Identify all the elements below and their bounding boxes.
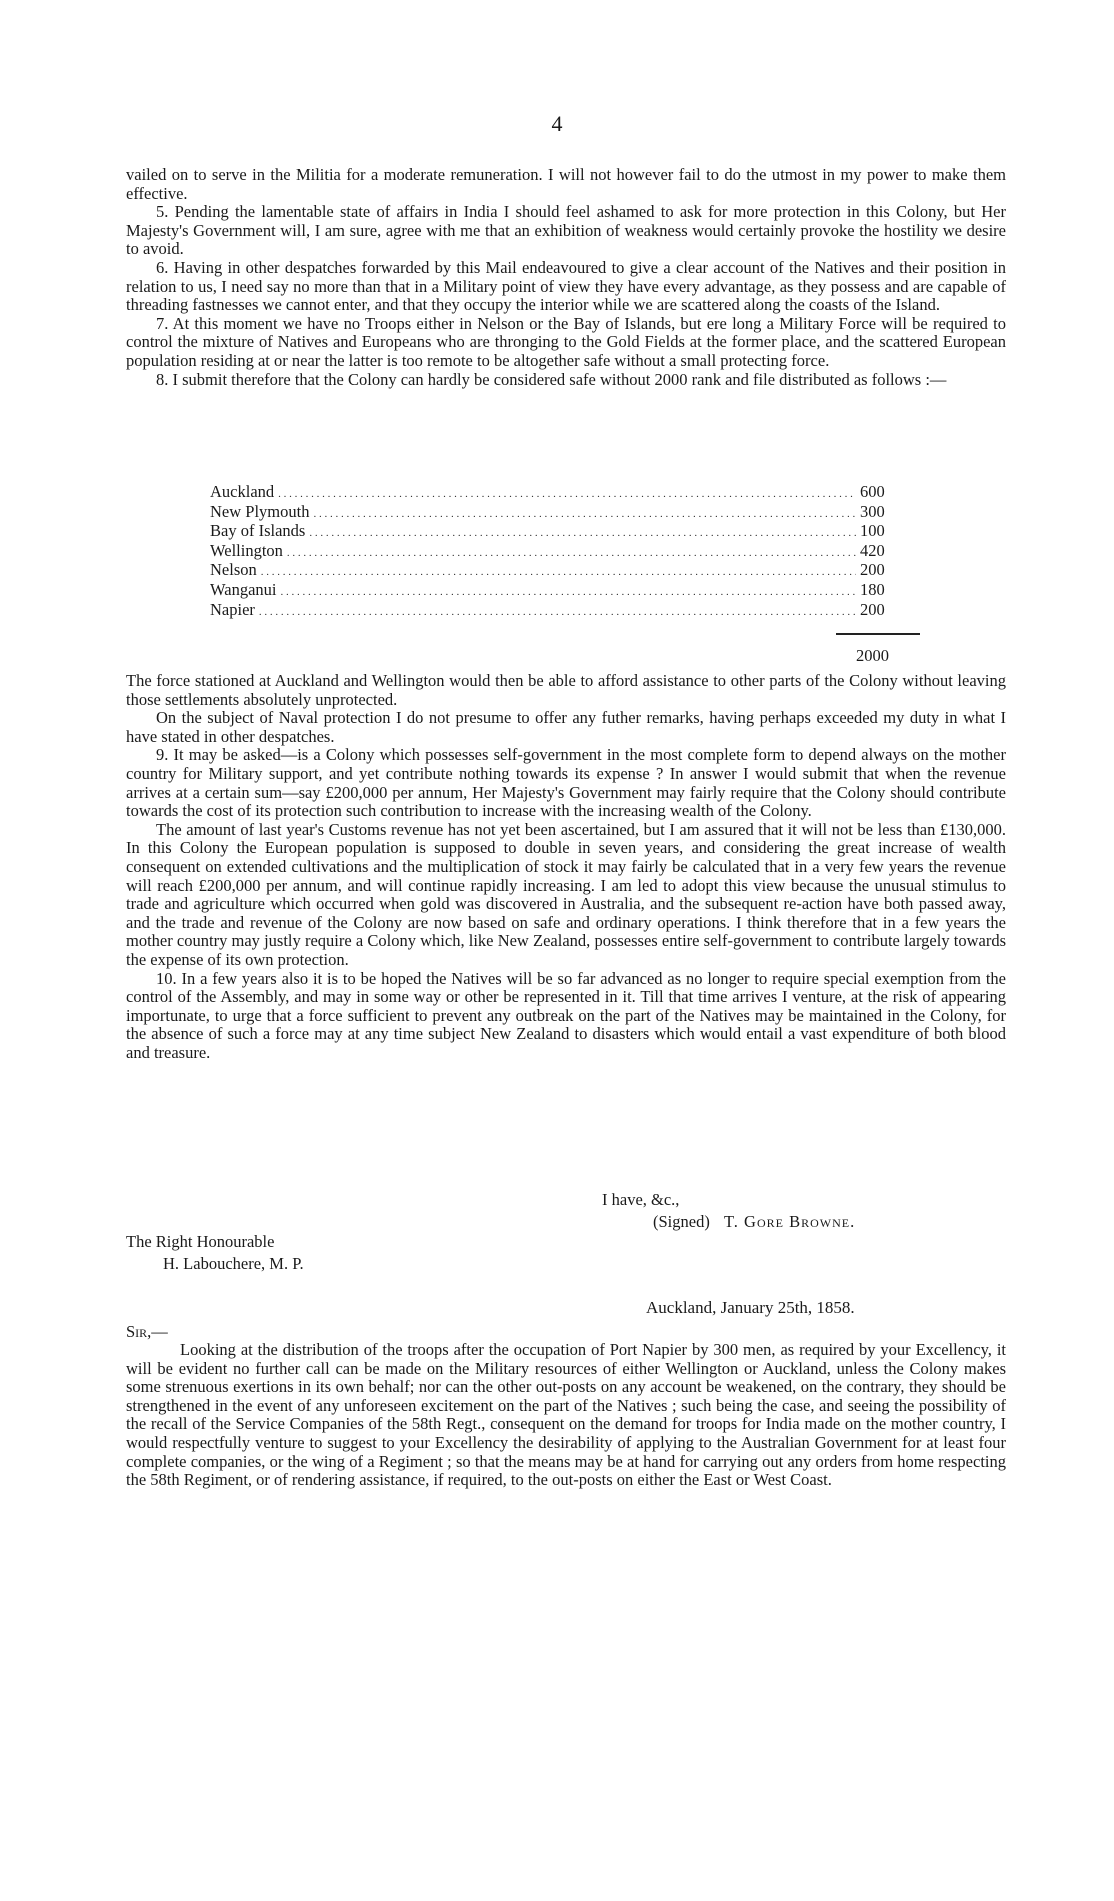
troop-count: 100 bbox=[860, 521, 885, 541]
paragraph-9: 9. It may be asked—is a Colony which possesses self-government in the most complete form to depend always on the mother country for Military support, and yet contribute nothing towards its expense ? In answer I would submit that when the revenue arrives at a certain sum—say £200,000 per annum, Her Majesty's Government may fairly require that the Colony should contribute towards the cost of its protection such contribution to increase with the increasing wealth of the Colony. bbox=[126, 745, 1006, 821]
paragraph-6: 6. Having in other despatches forwarded by this Mail endeavoured to give a clear account of the Natives and their position in relation to us, I need say no more than that in a Military point of view they have every advantage, as they possess and are capable of threading fastnesses we cannot enter, and that they occupy the interior while we are scattered along the coasts of the Island. bbox=[126, 257, 1006, 315]
letter-dateline: Auckland, January 25th, 1858. bbox=[646, 1298, 855, 1317]
place-name: Auckland bbox=[210, 482, 275, 501]
letter-body bbox=[126, 1341, 1006, 1490]
closing-line: I have, &c., bbox=[602, 1190, 680, 1209]
distribution-row bbox=[210, 560, 920, 580]
letter-paragraph: Looking at the distribution of the troops after the occupation of Port Napier by 300 men, as required by your Excellency, it will be evident no further call can be made on the Military resources of either Wellington or Auckland, unless the Colony makes some strenuous exertions in its own behalf; nor can the other out-posts on any account be weakened, on the contrary, they should be strengthened in the event of any unforeseen excitement on the part of the Natives ; such being the case, and seeing the possibility of the recall of the Service Companies of the 58th Regt., consequent on the demand for troops for India made on the mother country, I would respectfully venture to suggest to your Excellency the desirability of applying to the Australian Government for at least four complete companies, or the wing of a Regiment ; so that the means may be at hand for carrying out any orders from home respecting the 58th Regiment, or of rendering assistance, if required, to the out-posts on either the East or West Coast. bbox=[126, 1340, 1006, 1490]
page-number: 4 bbox=[551, 111, 563, 136]
signature-line bbox=[653, 1212, 855, 1232]
troop-count: 600 bbox=[860, 482, 885, 501]
distribution-row bbox=[210, 600, 920, 620]
place-name: Wanganui bbox=[210, 579, 277, 599]
distribution-row bbox=[210, 521, 920, 541]
place-name: Nelson bbox=[210, 560, 257, 580]
paragraph-10: 10. In a few years also it is to be hoped the Natives will be so far advanced as no longer to require special exemption from the control of the Assembly, and may in some way or other be represented in it. Till that time arrives I venture, at the risk of appearing importunate, to urge that a force sufficient to prevent any outbreak on the part of the Natives may be maintained in the Colony, for the absence of such a force may at any time subject New Zealand to disasters which would entail a vast expenditure of both blood and treasure. bbox=[126, 968, 1006, 1062]
signer-name: T. Gore Browne. bbox=[723, 1212, 856, 1231]
paragraph-force: The force stationed at Auckland and Wellington would then be able to afford assistance to other parts of the Colony without leaving those settlements absolutely unprotected. bbox=[126, 671, 1006, 709]
distribution-row bbox=[210, 541, 920, 561]
paragraph-continuation: vailed on to serve in the Militia for a moderate remuneration. I will not however fail to do the utmost in my power to make them effective. bbox=[126, 165, 1006, 203]
addressee-name: H. Labouchere, M. P. bbox=[163, 1254, 304, 1273]
distribution-row bbox=[210, 482, 920, 502]
addressee-title: The Right Honourable bbox=[126, 1232, 275, 1251]
troop-count: 420 bbox=[860, 540, 885, 560]
troop-count: 200 bbox=[860, 560, 885, 580]
salutation: Sir,— bbox=[126, 1322, 168, 1341]
place-name: Bay of Islands bbox=[210, 521, 306, 541]
signed-label: (Signed) bbox=[653, 1212, 710, 1231]
place-name: New Plymouth bbox=[210, 501, 310, 521]
paragraph-5: 5. Pending the lamentable state of affairs in India I should feel ashamed to ask for more protection in this Colony, but Her Majesty's Government will, I am sure, agree with me that an exhibition of weakness would certainly provoke the hostility we desire to avoid. bbox=[126, 202, 1006, 259]
troop-count: 180 bbox=[860, 579, 885, 599]
distribution-total: 2000 bbox=[856, 646, 889, 665]
distribution-row bbox=[210, 580, 920, 600]
distribution-row bbox=[210, 502, 920, 522]
paragraph-revenue: The amount of last year's Customs revenue has not yet been ascertained, but I am assured that it will not be less than £130,000. In this Colony the European population is supposed to double in seven years, and considering the great increase of wealth consequent on extended cultivations and the multiplication of stock it may fairly be calculated that in a very few years the revenue will reach £200,000 per annum, and will continue rapidly increasing. I am led to adopt this view because the unusual stimulus to trade and agriculture which occurred when gold was discovered in Australia, and the subsequent re-action have both passed away, and the trade and revenue of the Colony are now based on safe and ordinary operations. I think therefore that in a few years the mother country may justly require a Colony which, like New Zealand, possesses entire self-government to contribute largely towards the expense of its own protection. bbox=[126, 819, 1006, 969]
upper-paragraphs bbox=[126, 166, 1006, 389]
troop-distribution-table bbox=[210, 482, 920, 619]
paragraph-7: 7. At this moment we have no Troops either in Nelson or the Bay of Islands, but ere long a Military Force will be required to control the mixture of Natives and Europeans who are thronging to the Gold Fields at the former place, and the scattered European population residing at or near the latter is too remote to be altogether safe without a small protecting force. bbox=[126, 313, 1006, 370]
paragraph-8: 8. I submit therefore that the Colony can hardly be considered safe without 2000 rank and file distributed as follows :— bbox=[156, 369, 947, 389]
place-name: Napier bbox=[210, 599, 255, 619]
place-name: Wellington bbox=[210, 540, 283, 560]
troop-count: 200 bbox=[860, 599, 885, 619]
troop-count: 300 bbox=[860, 501, 885, 521]
paragraph-naval: On the subject of Naval protection I do not presume to offer any futher remarks, having perhaps exceeded my duty in what I have stated in other despatches. bbox=[126, 708, 1006, 746]
dot-leader bbox=[259, 600, 856, 623]
middle-paragraphs bbox=[126, 672, 1006, 1062]
total-rule bbox=[836, 633, 920, 635]
